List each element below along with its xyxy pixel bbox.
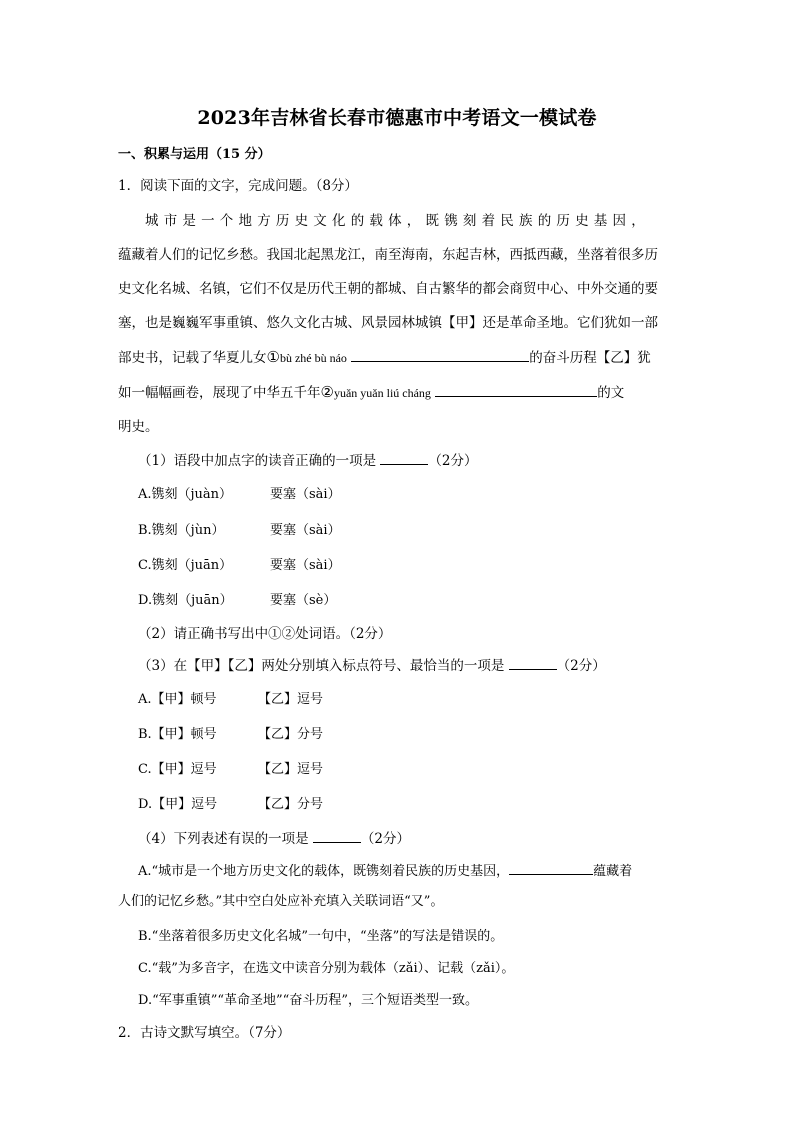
option-a[interactable]: A.“城市是一个地方历史文化的载体，既镌刻着民族的历史基因， 蕴藏着 人们的记忆乡愁。”其中空白处应补充填入关联词语“又”。 xyxy=(118,857,676,917)
sub-question-3: （3）在【甲】【乙】两处分别填入标点符号、最恰当的一项是 （2分） xyxy=(138,655,676,676)
option-d[interactable]: D.“军事重镇”“革命圣地”“奋斗历程”，三个短语类型一致。 xyxy=(138,993,478,1008)
passage-line: 蕴藏着人们的记忆乡愁。我国北起黑龙江，南至海南，东起吉林，西抵西藏，坐落着很多历 xyxy=(118,247,658,263)
question-1-heading: 1．阅读下面的文字，完成问题。（8分） xyxy=(118,178,358,194)
answer-blank-1[interactable] xyxy=(351,347,529,362)
option-row[interactable]: A.【甲】顿号 【乙】逗号 xyxy=(138,692,324,707)
option-row[interactable]: B.【甲】顿号 【乙】分号 xyxy=(138,727,324,742)
passage-line: 部史书，记载了华夏儿女①bù zhé bù náo 的奋斗历程【乙】犹 xyxy=(118,348,651,366)
question-2-heading: 2．古诗文默写填空。（7分） xyxy=(118,1025,291,1041)
pinyin-hint-1: bù zhé bù náo xyxy=(279,351,347,365)
reading-passage xyxy=(118,204,676,444)
passage-line: 如一幅幅画卷，展现了中华五千年②yuǎn yuǎn liú cháng 的文 xyxy=(118,383,625,401)
option-row[interactable]: C.【甲】逗号 【乙】逗号 xyxy=(138,762,324,777)
blank-marker-2: ② xyxy=(320,383,334,401)
option-row[interactable]: D.【甲】逗号 【乙】分号 xyxy=(138,797,324,812)
option-row[interactable]: C.镌刻（juān） 要塞（sài） xyxy=(138,558,341,573)
section-heading: 一、积累与运用（15 分） xyxy=(118,147,271,162)
sub-question-2: （2）请正确书写出中①②处词语。（2分） xyxy=(138,626,392,642)
answer-blank-sub4[interactable] xyxy=(313,828,361,843)
option-c[interactable]: C.“载”为多音字，在选文中读音分别为载体（zǎi）、记载（zǎi）。 xyxy=(138,961,515,976)
answer-blank-2[interactable] xyxy=(435,382,597,397)
sub-question-1: （1）语段中加点字的读音正确的一项是 （2分） xyxy=(138,450,676,471)
blank-marker-1: ① xyxy=(266,348,280,366)
sub-question-4: （4）下列表述有误的一项是 （2分） xyxy=(138,828,676,849)
answer-blank-sub3[interactable] xyxy=(509,655,557,670)
answer-blank-optA xyxy=(509,860,593,875)
answer-blank-sub1[interactable] xyxy=(380,450,428,465)
page-title: 2023年吉林省长春市德惠市中考语文一模试卷 xyxy=(197,107,597,129)
passage-line: 史文化名城、名镇，它们不仅是历代王朝的都城、自古繁华的都会商贸中心、中外交通的要 xyxy=(118,281,658,297)
option-row[interactable]: D.镌刻（juān） 要塞（sè） xyxy=(138,593,337,608)
pinyin-hint-2: yuǎn yuǎn liú cháng xyxy=(333,386,431,400)
option-b[interactable]: B.“坐落着很多历史文化名城”一句中，“坐落”的写法是错误的。 xyxy=(138,929,504,944)
passage-line: 塞，也是巍巍军事重镇、悠久文化古城、风景园林城镇【甲】还是革命圣地。它们犹如一部 xyxy=(118,315,658,331)
option-row[interactable]: B.镌刻（jùn） 要塞（sài） xyxy=(138,523,341,538)
option-row[interactable]: A.镌刻（juàn） 要塞（sài） xyxy=(138,487,341,502)
passage-line: 明史。 xyxy=(118,419,159,435)
passage-line: 城市是一个地方历史文化的载体，既镌刻着民族的历史基因， xyxy=(145,213,650,229)
